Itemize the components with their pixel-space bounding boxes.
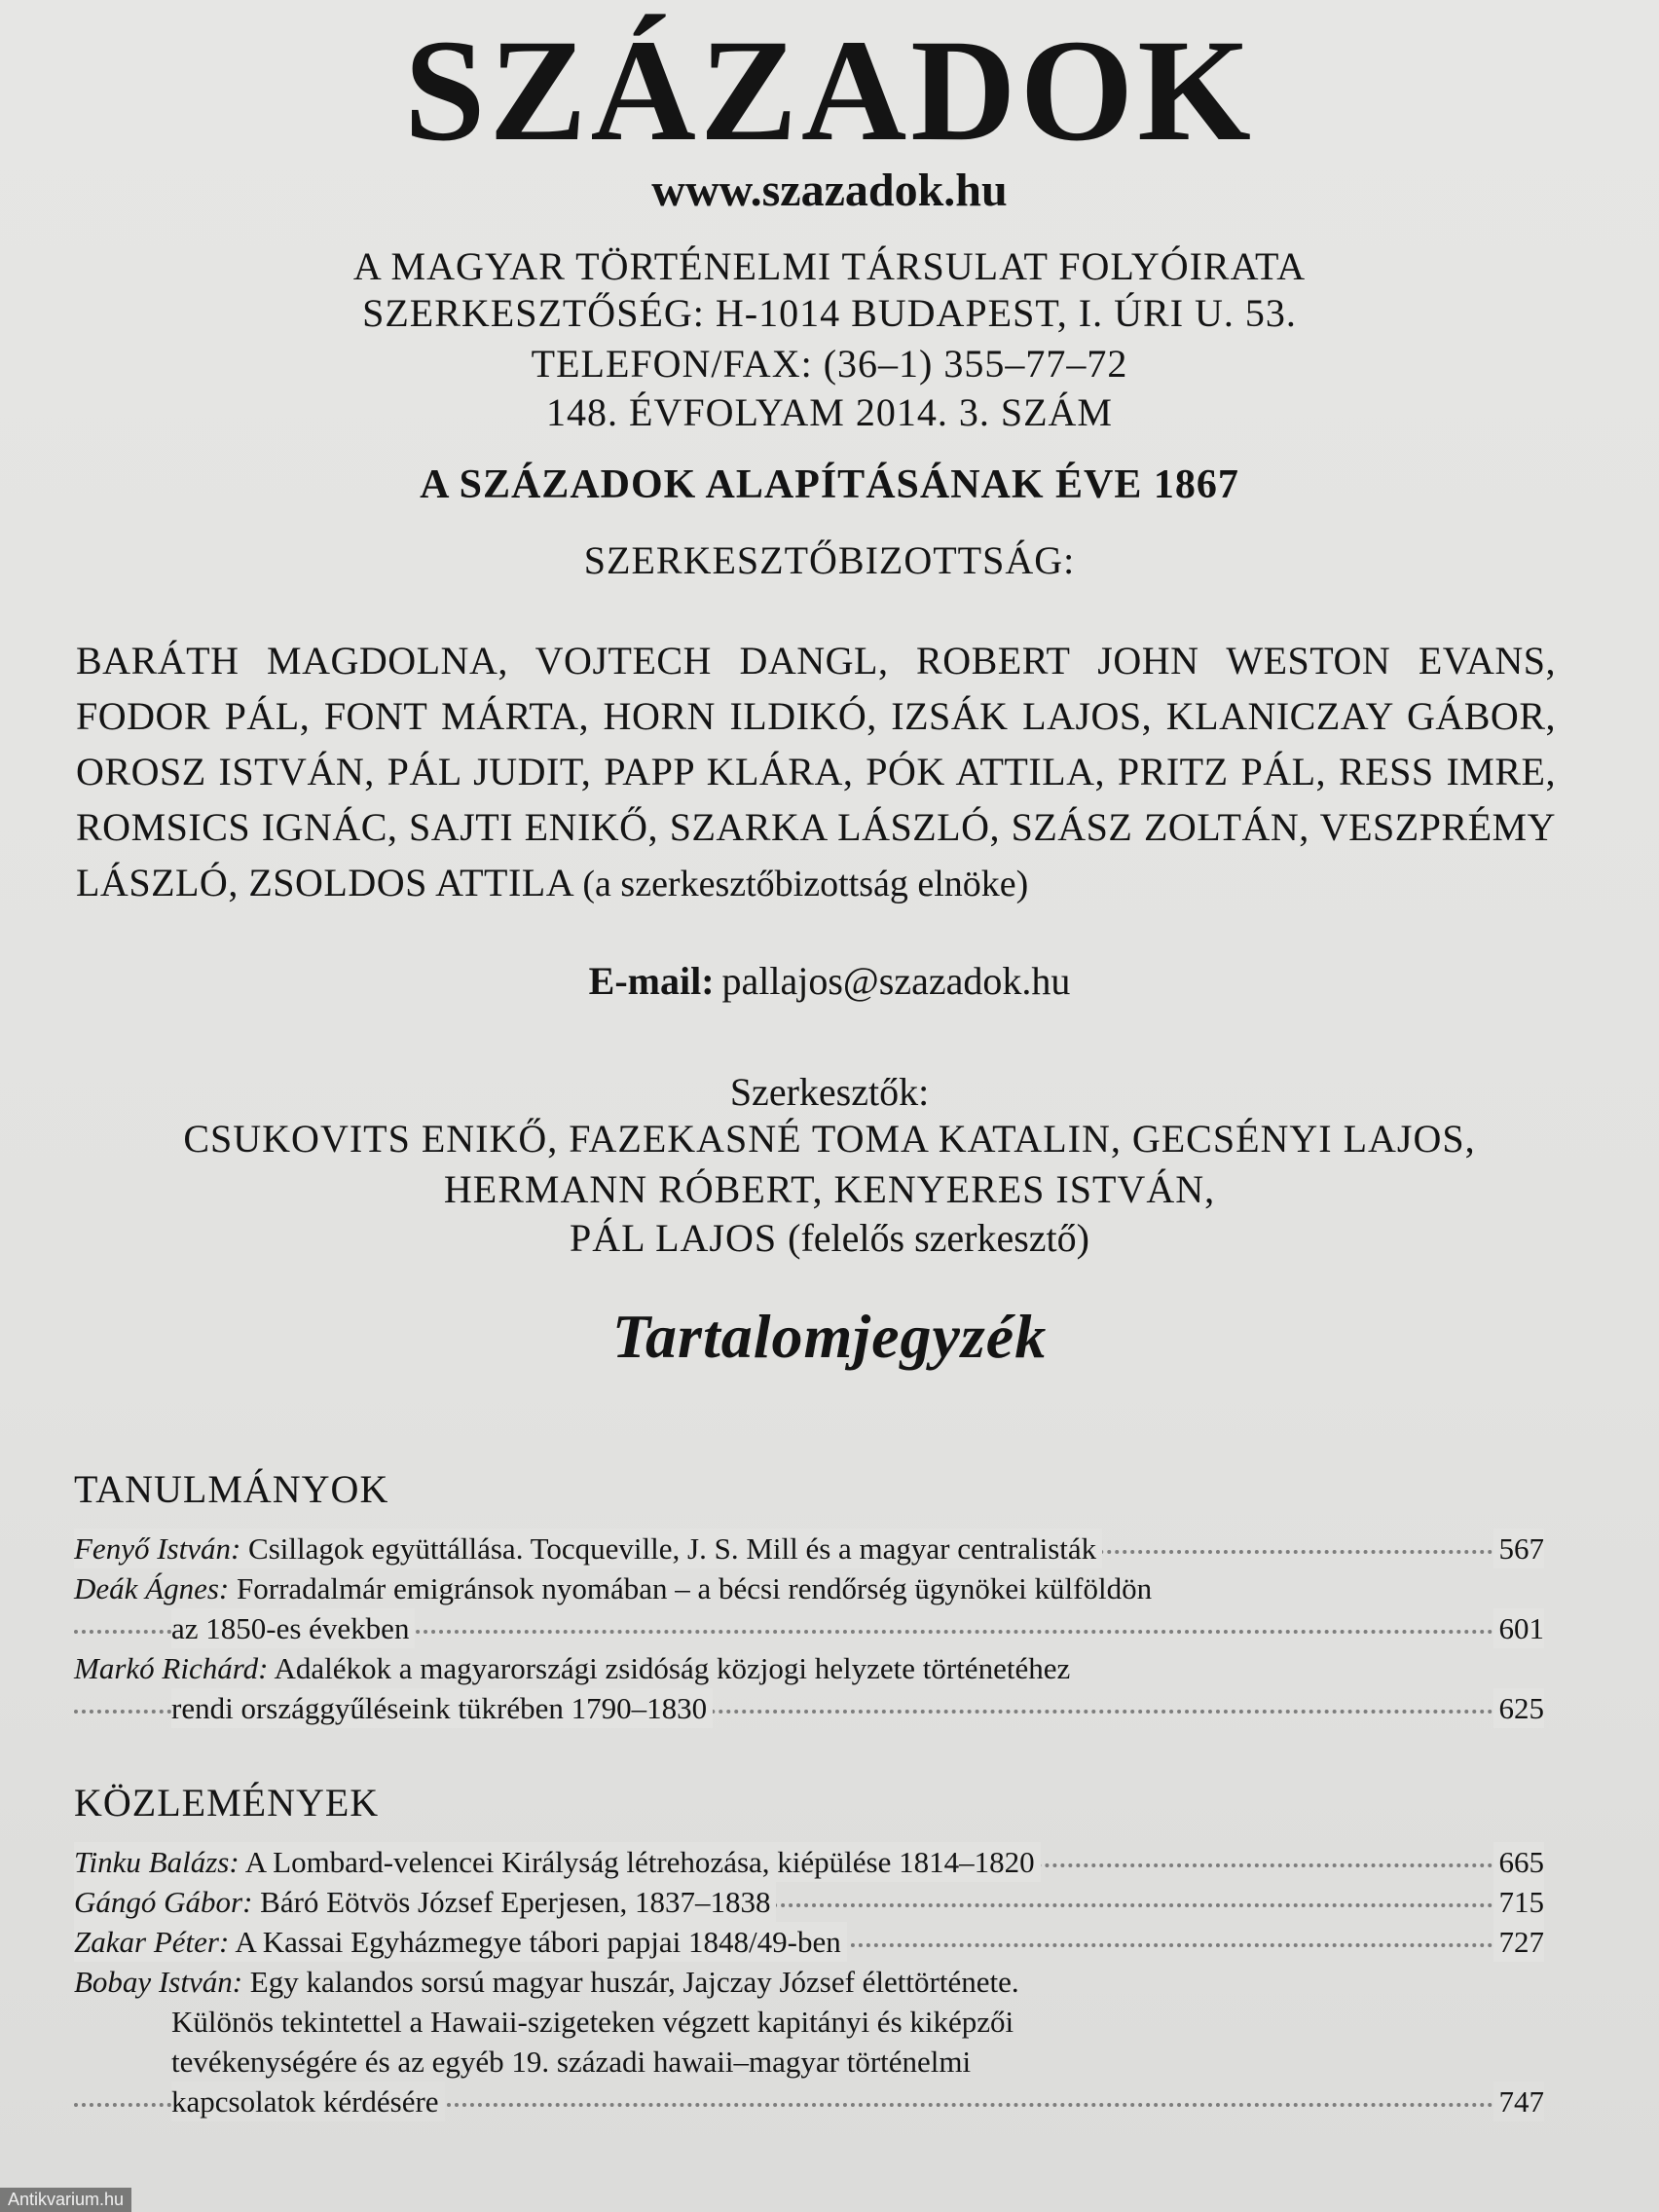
founded-line: A SZÁZADOK ALAPÍTÁSÁNAK ÉVE 1867 (420, 462, 1239, 507)
responsible-editor: PÁL LAJOS (570, 1216, 778, 1260)
entry-page: 747 (1493, 2082, 1545, 2121)
entry-title: Adalékok a magyarországi zsidóság közjogi helyzete történetéhez (274, 1651, 1071, 1685)
journal-url: www.szazadok.hu (651, 165, 1008, 216)
entry-title: Egy kalandos sorsú magyar huszár, Jajczay József élettörténete. (249, 1965, 1019, 1999)
board-members-list: BARÁTH MAGDOLNA, VOJTECH DANGL, ROBERT JOHN WESTON EVANS, FODOR PÁL, FONT MÁRTA, HORN ILDIKÓ, IZSÁK LAJOS, KLANICZAY GÁBOR, OROSZ ISTVÁN, PÁL JUDIT, PAPP KLÁRA, PÓK ATTILA, PRITZ PÁL, RESS IMRE, ROMSICS IGNÁC, SAJTI ENIKŐ, SZARKA LÁSZLÓ, SZÁSZ ZOLTÁN, VESZPRÉMY LÁSZLÓ, ZSOLDOS ATTILA (76, 639, 1556, 904)
entry-author: Markó Richárd: (74, 1651, 269, 1685)
address-line: SZERKESZTŐSÉG: H-1014 BUDAPEST, I. ÚRI U. 53. (362, 291, 1297, 335)
entry-page: 625 (1493, 1688, 1545, 1728)
email-address: pallajos@szazadok.hu (721, 959, 1071, 1003)
entry-title-cont: kapcsolatok kérdésére (171, 2082, 445, 2121)
entry-page: 727 (1493, 1922, 1545, 1962)
toc-title: Tartalomjegyzék (611, 1302, 1048, 1371)
editors-line (0, 1215, 1659, 1261)
section-heading-communications: KÖZLEMÉNYEK (74, 1781, 380, 1825)
editors-line: CSUKOVITS ENIKŐ, FAZEKASNÉ TOMA KATALIN, GECSÉNYI LAJOS, (183, 1117, 1476, 1161)
board-title: SZERKESZTŐBIZOTTSÁG: (583, 538, 1076, 582)
entry-author: Tinku Balázs: (74, 1845, 240, 1879)
entry-title: A Kassai Egyházmegye tábori papjai 1848/49-ben (235, 1925, 841, 1959)
entry-title: Csillagok együttállása. Tocqueville, J. S. Mill és a magyar centralisták (248, 1531, 1097, 1566)
toc-entry (74, 1529, 1544, 1568)
email-label: E-mail: (588, 959, 715, 1003)
entry-title-cont: tevékenységére és az egyéb 19. századi hawaii–magyar történelmi (171, 2045, 972, 2079)
responsible-editor-note: (felelős szerkesztő) (788, 1216, 1089, 1260)
toc-entry (74, 1962, 1544, 2121)
toc-entry (74, 1648, 1544, 1728)
editors-label: Szerkesztők: (729, 1070, 930, 1114)
entry-author: Fenyő István: (74, 1531, 241, 1566)
entry-author: Gángó Gábor: (74, 1885, 253, 1919)
entry-author: Zakar Péter: (74, 1925, 230, 1959)
entry-author: Deák Ágnes: (74, 1571, 230, 1605)
entry-title: A Lombard-velencei Királyság létrehozása, kiépülése 1814–1820 (244, 1845, 1035, 1879)
watermark: Antikvarium.hu (0, 2188, 131, 2212)
editors-line: HERMANN RÓBERT, KENYERES ISTVÁN, (443, 1167, 1216, 1211)
entry-title-cont: rendi országgyűléseink tükrében 1790–1830 (171, 1688, 713, 1728)
entry-title-cont: az 1850-es években (171, 1608, 415, 1648)
toc-entry (74, 1922, 1544, 1962)
publisher-line: A MAGYAR TÖRTÉNELMI TÁRSULAT FOLYÓIRATA (352, 244, 1307, 288)
entry-title: Báró Eötvös József Eperjesen, 1837–1838 (260, 1885, 771, 1919)
toc-entry (74, 1882, 1544, 1922)
entry-author: Bobay István: (74, 1965, 243, 1999)
masthead-title: SZÁZADOK (404, 10, 1255, 171)
board-chair-note: (a szerkesztőbizottság elnöke) (582, 864, 1029, 904)
entry-page: 601 (1493, 1608, 1545, 1648)
issue-line: 148. ÉVFOLYAM 2014. 3. SZÁM (546, 390, 1113, 434)
toc-entry (74, 1568, 1544, 1648)
entry-page: 665 (1493, 1842, 1545, 1882)
board-members (76, 633, 1556, 912)
entry-page: 567 (1493, 1529, 1545, 1568)
phone-line: TELEFON/FAX: (36–1) 355–77–72 (531, 342, 1128, 386)
email-line (0, 958, 1659, 1004)
entry-title-cont: Különös tekintettel a Hawaii-szigeteken végzett kapitányi és kiképzői (171, 2005, 1014, 2039)
toc-entry (74, 1842, 1544, 1882)
section-heading-studies: TANULMÁNYOK (74, 1467, 389, 1511)
entry-title: Forradalmár emigránsok nyomában – a bécsi rendőrség ügynökei külföldön (237, 1571, 1153, 1605)
entry-page: 715 (1493, 1882, 1545, 1922)
